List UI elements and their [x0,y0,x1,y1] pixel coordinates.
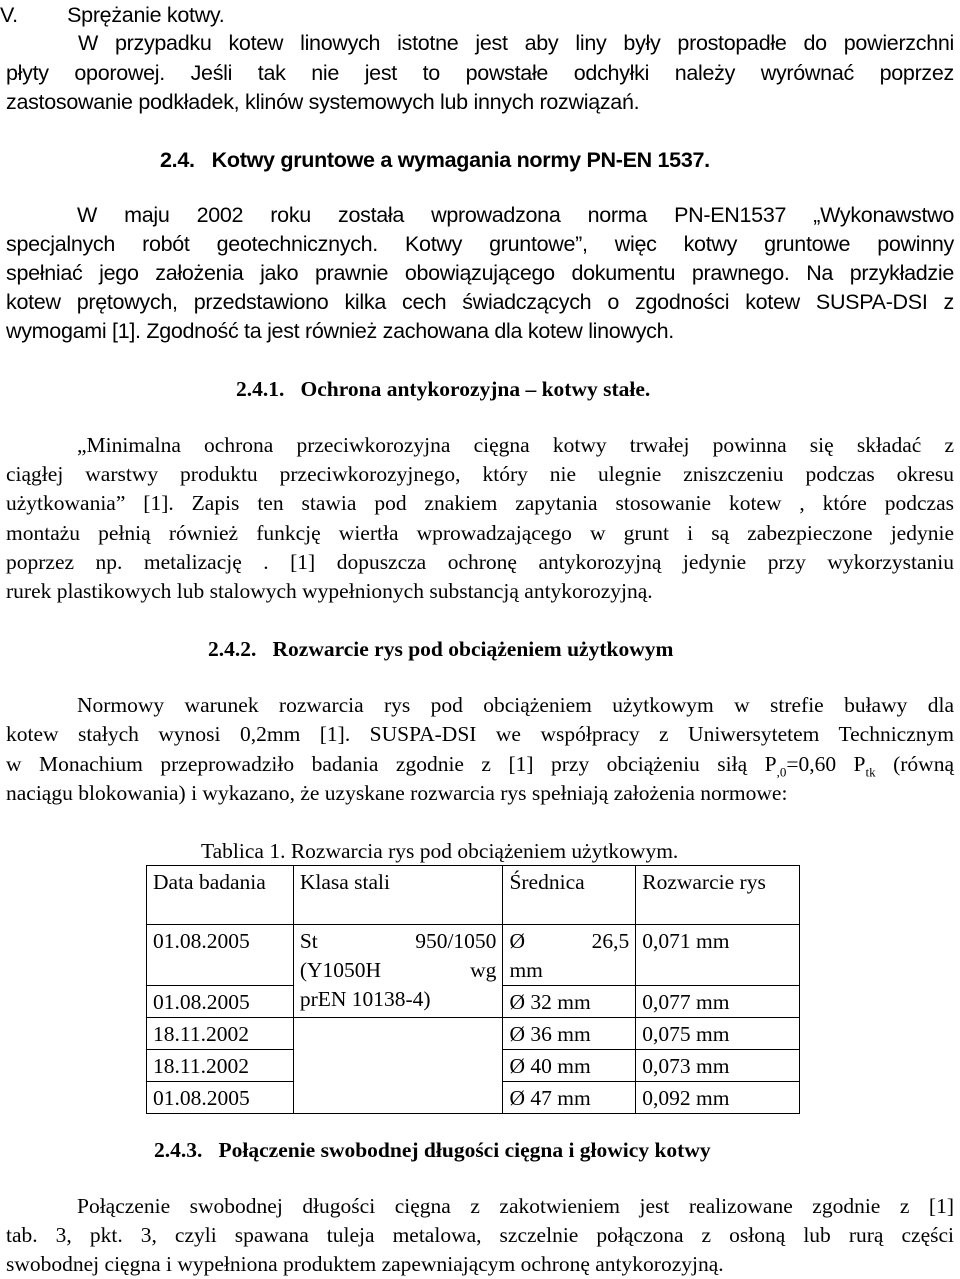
paragraph-line: W maju 2002 roku została wprowadzona norma PN-EN1537 „Wykonawstwo [77,203,954,227]
text-segment: (równą [875,752,954,776]
paragraph-line: tab. 3, pkt. 3, czyli spawana tuleja metalowa, szczelnie połączona z osłoną lub rurą części [6,1223,954,1247]
paragraph-line: swobodnej cięgna i wypełniona produktem zapewniającym ochronę antykorozyjną. [6,1252,724,1276]
section-number: V. [0,3,18,27]
text-segment: w Monachium przeprowadziło badania zgodnie z [1] przy obciążeniu siłą P [6,752,777,776]
diameter-text: 26,5 [591,929,630,953]
diameter-cell: Ø 40 mm [503,1050,636,1082]
date-cell: 01.08.2005 [147,986,294,1018]
paragraph-line: zastosowanie podkładek, klinów systemowych lub innych rozwiązań. [6,90,640,114]
section-heading-v [0,2,954,28]
section-heading-2-4-1: 2.4.1. Ochrona antykorozyjna – kotwy stałe. [236,377,651,401]
paragraph-line: spełniać jego założenia jako prawnie obowiązującego dokumentu prawnego. Na przykładzie [6,261,954,285]
text-segment: =0,60 P [786,752,866,776]
table-row [147,925,800,986]
subscript: ,0 [776,764,787,780]
crack-cell: 0,092 mm [636,1082,800,1114]
paragraph-line: płyty oporowej. Jeśli tak nie jest to powstałe odchyłki należy wyrównać poprzez [6,61,954,85]
date-cell: 01.08.2005 [147,1082,294,1114]
paragraph-line: użytkowania” [1]. Zapis ten stawia pod znakiem zapytania stosowanie kotew , które podczas [6,491,954,515]
steel-text: prEN 10138-4) [299,987,431,1011]
section-heading-2-4-2: 2.4.2. Rozwarcie rys pod obciążeniem użytkowym [208,637,674,661]
diameter-cell: Ø 36 mm [503,1018,636,1050]
table-caption: Tablica 1. Rozwarcia rys pod obciążeniem użytkowym. [201,839,679,863]
date-cell: 18.11.2002 [147,1018,294,1050]
date-cell: 18.11.2002 [147,1050,294,1082]
section-heading-2-4-3: 2.4.3. Połączenie swobodnej długości cięgna i głowicy kotwy [154,1138,711,1162]
header-cell: Średnica [503,866,636,925]
diameter-cell: Ø 32 mm [503,986,636,1018]
paragraph-line: kotew stałych wynosi 0,2mm [1]. SUSPA-DSI we współpracy z Uniwersytetem Technicznym [6,722,954,746]
subscript: tk [865,764,876,780]
paragraph-line: Normowy warunek rozwarcia rys pod obciążeniem użytkowym w strefie buławy dla [77,693,954,717]
paragraph-line: poprzez np. metalizację . [1] dopuszcza ochronę antykorozyjną jedynie przy wykorzystaniu [6,550,954,574]
crack-cell: 0,077 mm [636,986,800,1018]
header-cell: Klasa stali [293,866,503,925]
section-title: Sprężanie kotwy. [67,3,225,27]
paragraph-line: naciągu blokowania) i wykazano, że uzyskane rozwarcia rys spełniają założenia normowe: [6,781,788,805]
paragraph-line: wymogami [1]. Zgodność ta jest również zachowana dla kotew linowych. [6,319,674,343]
crack-cell: 0,075 mm [636,1018,800,1050]
steel-text: St [299,929,318,953]
diameter-text: mm [509,958,543,982]
paragraph-line: W przypadku kotew linowych istotne jest aby liny były prostopadłe do powierzchni [78,31,954,55]
crack-cell: 0,071 mm [636,925,800,986]
table-header-row [147,866,800,925]
paragraph-line: kotew prętowych, przedstawiono kilka cech świadczących o zgodności kotew SUSPA-DSI z [6,290,954,314]
steel-text: 950/1050 [415,929,497,953]
diameter-cell: Ø 47 mm [503,1082,636,1114]
paragraph-line: „Minimalna ochrona przeciwkorozyjna cięgna kotwy trwałej powinna się składać z [77,433,954,457]
paragraph-line: ciągłej warstwy produktu przeciwkorozyjnego, który nie ulegnie zniszczeniu podczas okresu [6,462,954,486]
crack-cell: 0,073 mm [636,1050,800,1082]
steel-class-cell [293,925,503,1018]
crack-width-table [146,865,800,1114]
header-cell: Rozwarcie rys [636,866,800,925]
steel-text: wg [470,958,497,982]
empty-cell [293,1018,503,1114]
date-cell: 01.08.2005 [147,925,294,986]
header-cell: Data badania [147,866,294,925]
paragraph-line: specjalnych robót geotechnicznych. Kotwy gruntowe”, więc kotwy gruntowe powinny [6,232,954,256]
table-row [147,1018,800,1050]
diameter-cell [503,925,636,986]
steel-text: (Y1050H [299,958,382,982]
diameter-text: Ø [509,929,525,953]
paragraph-line: rurek plastikowych lub stalowych wypełnionych substancją antykorozyjną. [6,579,653,603]
paragraph-line: montażu pełnią również funkcję wiertła wprowadzającego w grunt i są zabezpieczone jedynie [6,521,954,545]
section-heading-2-4: 2.4. Kotwy gruntowe a wymagania normy PN-EN 1537. [160,148,710,172]
paragraph-line: Połączenie swobodnej długości cięgna z zakotwieniem jest realizowane zgodnie z [1] [77,1194,954,1218]
